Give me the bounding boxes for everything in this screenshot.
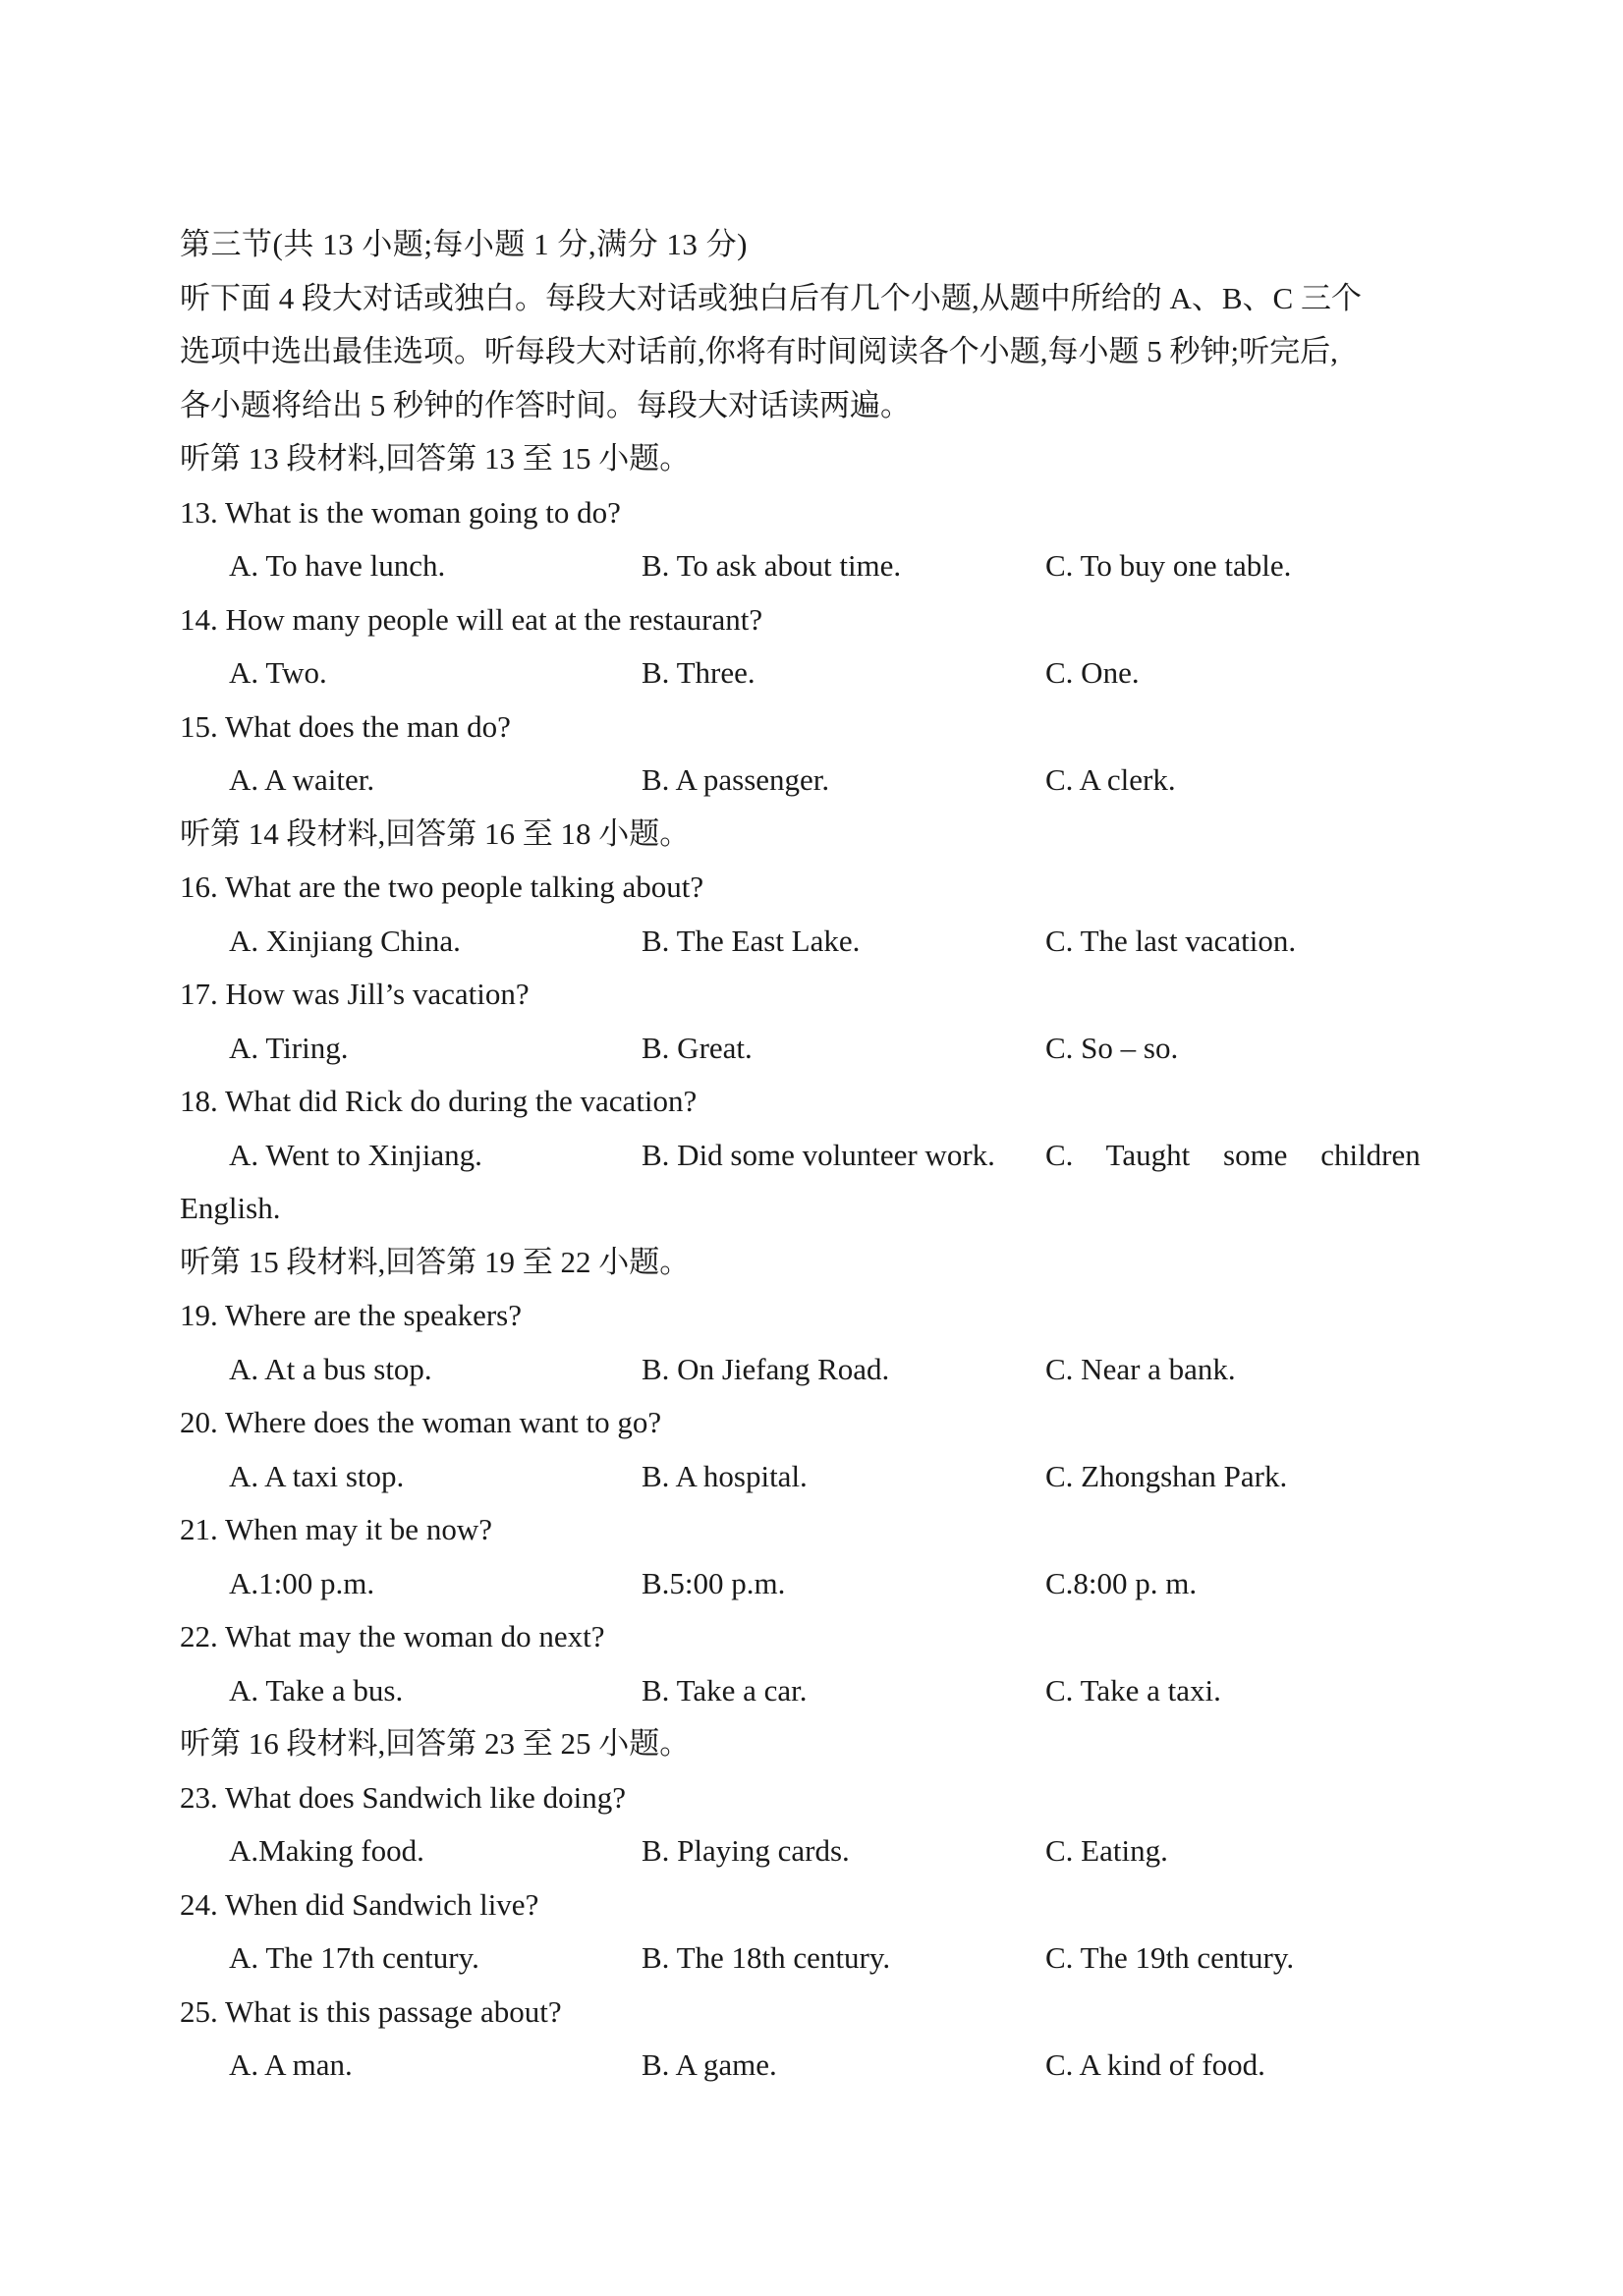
option-c[interactable]: C. Taught some children xyxy=(1045,1137,1421,1172)
option-c[interactable]: C. To buy one table. xyxy=(1045,548,1292,583)
option-b[interactable]: B. A game. xyxy=(642,2047,777,2082)
option-b[interactable]: B. Playing cards. xyxy=(642,1833,850,1868)
answer-options xyxy=(180,539,1447,593)
option-c[interactable]: C. So – so. xyxy=(1045,1030,1179,1065)
option-c-continuation: English. xyxy=(180,1191,281,1225)
option-a[interactable]: A. A waiter. xyxy=(229,762,375,797)
option-a[interactable]: A. Two. xyxy=(229,655,327,690)
option-a[interactable]: A. To have lunch. xyxy=(229,548,446,583)
option-c[interactable]: C. Eating. xyxy=(1045,1833,1168,1868)
question-stem: 22. What may the woman do next? xyxy=(180,1619,605,1653)
option-b[interactable]: B. Did some volunteer work. xyxy=(642,1137,995,1172)
question-stem: 16. What are the two people talking about? xyxy=(180,869,704,904)
answer-options xyxy=(180,2039,1447,2093)
question-stem: 18. What did Rick do during the vacation? xyxy=(180,1084,698,1118)
group-heading: 听第 14 段材料,回答第 16 至 18 小题。 xyxy=(180,815,691,851)
answer-options xyxy=(180,1343,1447,1397)
option-a[interactable]: A. Xinjiang China. xyxy=(229,923,461,958)
answer-options xyxy=(180,915,1447,969)
option-c[interactable]: C. One. xyxy=(1045,655,1140,690)
question-stem: 25. What is this passage about? xyxy=(180,1993,562,2029)
option-a[interactable]: A. Went to Xinjiang. xyxy=(229,1137,482,1172)
option-a[interactable]: A. A taxi stop. xyxy=(229,1458,405,1493)
group-heading: 听第 13 段材料,回答第 13 至 15 小题。 xyxy=(180,441,691,476)
option-b[interactable]: B. Great. xyxy=(642,1030,753,1065)
question-stem: 24. When did Sandwich live? xyxy=(180,1886,539,1922)
answer-options xyxy=(180,1450,1447,1504)
option-c[interactable]: C.8:00 p. m. xyxy=(1045,1565,1198,1600)
answer-options xyxy=(180,754,1447,808)
option-c[interactable]: C. The 19th century. xyxy=(1045,1940,1295,1975)
group-heading: 听第 16 段材料,回答第 23 至 25 小题。 xyxy=(180,1726,691,1761)
option-a[interactable]: A. At a bus stop. xyxy=(229,1351,432,1386)
question-stem: 20. Where does the woman want to go? xyxy=(180,1405,662,1439)
instruction-line-2: 选项中选出最佳选项。听每段大对话前,你将有时间阅读各个小题,每小题 5 秒钟;听完后, xyxy=(180,334,1338,368)
option-a[interactable]: A. A man. xyxy=(229,2047,353,2082)
option-b[interactable]: B. A hospital. xyxy=(642,1458,808,1493)
answer-options xyxy=(180,1022,1447,1076)
question-stem: 21. When may it be now? xyxy=(180,1512,492,1546)
option-b[interactable]: B. Take a car. xyxy=(642,1672,808,1708)
option-a[interactable]: A. Tiring. xyxy=(229,1030,349,1065)
group-heading: 听第 15 段材料,回答第 19 至 22 小题。 xyxy=(180,1244,691,1279)
option-b[interactable]: B. Three. xyxy=(642,655,756,690)
option-a[interactable]: A.1:00 p.m. xyxy=(229,1565,375,1600)
option-c[interactable]: C. Near a bank. xyxy=(1045,1351,1236,1386)
exam-page xyxy=(180,218,1447,2093)
section-title: 第三节(共 13 小题;每小题 1 分,满分 13 分) xyxy=(180,227,749,261)
option-b[interactable]: B. On Jiefang Road. xyxy=(642,1351,890,1386)
option-b[interactable]: B. The East Lake. xyxy=(642,923,861,958)
question-stem: 19. Where are the speakers? xyxy=(180,1298,522,1332)
answer-options xyxy=(180,1557,1447,1611)
question-stem: 15. What does the man do? xyxy=(180,708,511,744)
question-stem: 23. What does Sandwich like doing? xyxy=(180,1779,627,1815)
option-b[interactable]: B. The 18th century. xyxy=(642,1940,891,1975)
question-stem: 17. How was Jill’s vacation? xyxy=(180,977,530,1011)
option-b[interactable]: B. To ask about time. xyxy=(642,548,902,583)
option-c[interactable]: C. The last vacation. xyxy=(1045,923,1297,958)
option-c[interactable]: C. A kind of food. xyxy=(1045,2047,1265,2082)
instruction-line-1: 听下面 4 段大对话或独白。每段大对话或独白后有几个小题,从题中所给的 A、B、C 三个 xyxy=(180,280,1362,315)
answer-options xyxy=(180,1664,1447,1718)
option-a[interactable]: A.Making food. xyxy=(229,1833,424,1868)
instruction-line-3: 各小题将给出 5 秒钟的作答时间。每段大对话读两遍。 xyxy=(180,387,911,422)
option-a[interactable]: A. The 17th century. xyxy=(229,1940,479,1975)
option-c[interactable]: C. Zhongshan Park. xyxy=(1045,1458,1288,1493)
answer-options xyxy=(180,1932,1447,1986)
option-c[interactable]: C. Take a taxi. xyxy=(1045,1672,1221,1708)
answer-options xyxy=(180,646,1447,700)
answer-options xyxy=(180,1824,1447,1878)
option-a[interactable]: A. Take a bus. xyxy=(229,1672,404,1708)
question-stem: 13. What is the woman going to do? xyxy=(180,494,621,530)
option-c[interactable]: C. A clerk. xyxy=(1045,762,1176,797)
question-stem: 14. How many people will eat at the restaurant? xyxy=(180,601,763,637)
option-b[interactable]: B.5:00 p.m. xyxy=(642,1565,786,1600)
option-b[interactable]: B. A passenger. xyxy=(642,762,830,797)
answer-options xyxy=(180,1129,1447,1183)
